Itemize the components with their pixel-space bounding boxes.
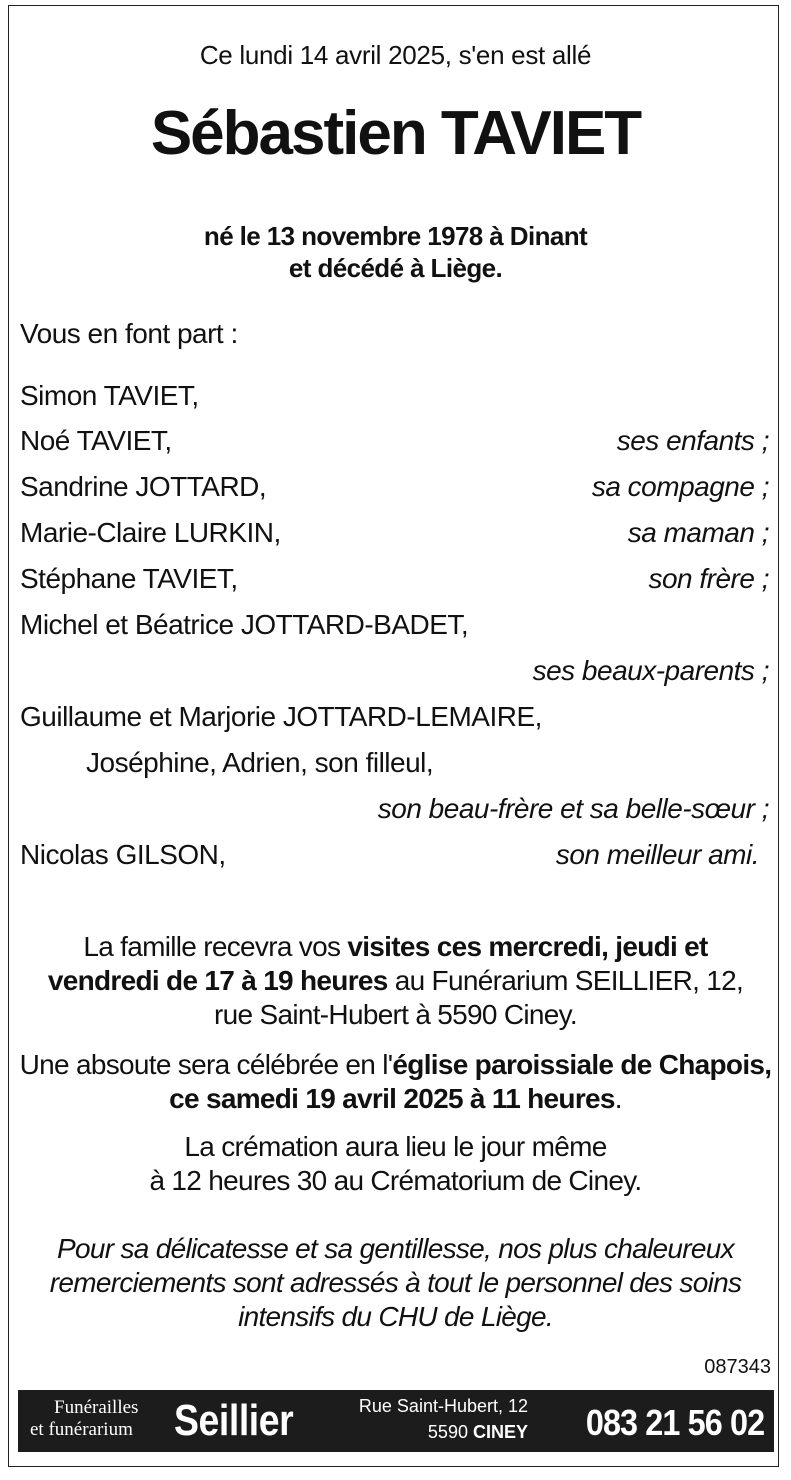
phone-number: 083 21 56 02: [585, 1402, 764, 1443]
family-name: Stéphane TAVIET,: [20, 563, 238, 594]
intro-line: Ce lundi 14 avril 2025, s'en est allé: [199, 40, 592, 70]
visits-text: La famille recevra vos: [83, 931, 348, 962]
tagline-line-1: Funérailles: [54, 1397, 139, 1418]
thanks-paragraph: Pour sa délicatesse et sa gentillesse, nos plus chaleureux remerciements sont adressés à tout le personnel des soins intensifs du CHU de Liège.: [49, 1233, 742, 1332]
cremation-line-2: à 12 heures 30 au Crématorium de Ciney.: [149, 1165, 642, 1196]
ceremony-end: .: [614, 1083, 622, 1114]
family-name: Simon TAVIET,: [20, 380, 199, 411]
family-name: Joséphine, Adrien, son filleul,: [86, 747, 434, 778]
address-line: Rue Saint-Hubert, 12: [358, 1396, 528, 1416]
family-name: Michel et Béatrice JOTTARD-BADET,: [20, 609, 469, 640]
family-name: Noé TAVIET,: [20, 425, 172, 456]
family-relation: sa compagne ;: [591, 471, 769, 502]
family-relation: son meilleur ami.: [555, 839, 759, 870]
tagline-line-2: et funérarium: [30, 1419, 133, 1440]
city-line: [428, 1422, 528, 1443]
cremation-paragraph: [0, 1130, 791, 1198]
postcode: 5590: [427, 1422, 468, 1442]
brand-logo: Seillier: [174, 1396, 294, 1445]
ceremony-paragraph: [0, 1048, 791, 1116]
birth-death-block: [0, 220, 791, 284]
city: CINEY: [472, 1422, 528, 1442]
family-relation: son frère ;: [648, 563, 769, 594]
ceremony-text: Une absoute sera célébrée en l': [19, 1049, 393, 1080]
family-name: Sandrine JOTTARD,: [20, 471, 267, 502]
cremation-line-1: La crémation aura lieu le jour même: [184, 1131, 607, 1162]
family-name: Nicolas GILSON,: [20, 839, 226, 870]
family-relation: son beau-frère et sa belle-sœur ;: [377, 793, 769, 824]
family-name: Marie-Claire LURKIN,: [20, 517, 281, 548]
family-relation: ses enfants ;: [616, 425, 769, 456]
visits-times: visites ces mercredi, jeudi et vendredi de 17 à 19 heures: [47, 931, 708, 996]
death-line: et décédé à Liège.: [288, 253, 503, 283]
family-relation: ses beaux-parents ;: [532, 655, 769, 686]
ceremony-details: église paroissiale de Chapois, ce samedi 19 avril 2025 à 11 heures: [169, 1049, 772, 1114]
deceased-name: Sébastien TAVIET: [150, 99, 641, 168]
birth-line: né le 13 novembre 1978 à Dinant: [203, 221, 588, 251]
visits-paragraph: [0, 930, 791, 1032]
family-name: Guillaume et Marjorie JOTTARD-LEMAIRE,: [20, 701, 542, 732]
visits-location: au Funérarium SEILLIER, 12, rue Saint-Hubert à 5590 Ciney.: [214, 965, 744, 1030]
reference-number: 087343: [704, 1356, 771, 1378]
notice-intro: Vous en font part :: [20, 318, 238, 349]
funeral-home-banner: [18, 1390, 774, 1452]
family-relation: sa maman ;: [627, 517, 769, 548]
